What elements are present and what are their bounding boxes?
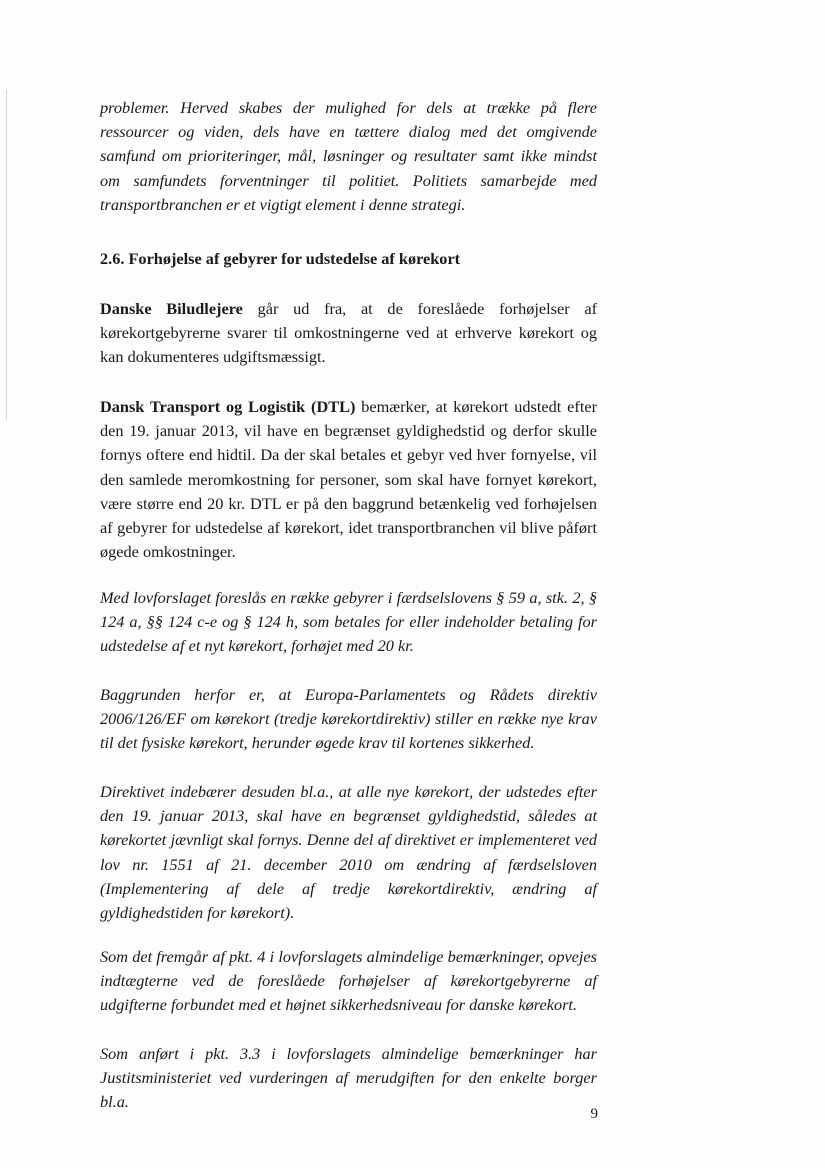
page-number: 9 — [590, 1106, 598, 1122]
scan-edge-line — [6, 90, 7, 420]
org-name-dtl: Dansk Transport og Logistik (DTL) — [100, 397, 356, 416]
paragraph-anfoert: Som anført i pkt. 3.3 i lovforslagets almindelige bemærkninger har Justitsministeriet ved vurderingen af merudgiften for den enkelte borger bl.a. — [100, 1044, 597, 1112]
paragraph-biludlejere — [100, 297, 597, 370]
paragraph-direktivet: Direktivet indebærer desuden bl.a., at alle nye kørekort, der udstedes efter den 19. januar 2013, skal have en begrænset gyldighedstid, således at kørekortet jævnligt skal fornys. Denne del af direktivet er implementeret ved lov nr. 1551 af 21. december 2010 om ændring af færdselsloven (Implementering af dele af tredje kørekortdirektiv, ændring af gyldighedstiden for kørekort). — [100, 782, 597, 923]
paragraph-baggrunden: Baggrunden herfor er, at Europa-Parlamentets og Rådets direktiv 2006/126/EF om kørekort (tredje kørekortdirektiv) stiller en række nye krav til det fysiske kørekort, herunder øgede krav til kortenes sikkerhed. — [100, 685, 597, 753]
paragraph-biludlejere-text: går ud fra, at de foreslåede forhøjelser af kørekortgebyrerne svarer til omkostningerne ved at erhverve kørekort og kan dokumenteres udgiftsmæssigt. — [100, 299, 598, 367]
paragraph-intro: problemer. Herved skabes der mulighed for dels at trække på flere ressourcer og viden, dels have en tættere dialog med det omgivende samfund om prioriteringer, mål, løsninger og resultater samt ikke mindst om samfundets forventninger til politiet. Politiets samarbejde med transportbranchen er et vigtigt element i denne strategi. — [100, 98, 597, 214]
paragraph-lovforslag: Med lovforslaget foreslås en række gebyrer i færdselslovens § 59 a, stk. 2, § 124 a, §§ 124 c-e og § 124 h, som betales for eller indeholder betaling for udstedelse af et nyt kørekort, forhøjet med 20 kr. — [100, 588, 597, 656]
paragraph-fremgaar: Som det fremgår af pkt. 4 i lovforslagets almindelige bemærkninger, opvejes indtægterne ved de foreslåede forhøjelser af kørekortgebyrerne af udgifterne forbundet med et højnet sikkerhedsniveau for danske kørekort. — [100, 947, 597, 1015]
org-name-biludlejere: Danske Biludlejere — [100, 299, 243, 318]
section-heading: 2.6. Forhøjelse af gebyrer for udstedelse af kørekort — [100, 249, 461, 268]
paragraph-dtl — [100, 395, 597, 564]
paragraph-dtl-text: bemærker, at kørekort udstedt efter den 19. januar 2013, vil have en begrænset gyldighedstid og derfor skulle fornys oftere end hidtil. Da der skal betales et gebyr ved hver fornyelse, vil den samlede meromkostning for personer, som skal have fornyet kørekort, være større end 20 kr. DTL er på den baggrund betænkelig ved forhøjelsen af gebyrer for udstedelse af kørekort, idet transportbranchen vil blive påført øgede omkostninger. — [100, 397, 597, 562]
